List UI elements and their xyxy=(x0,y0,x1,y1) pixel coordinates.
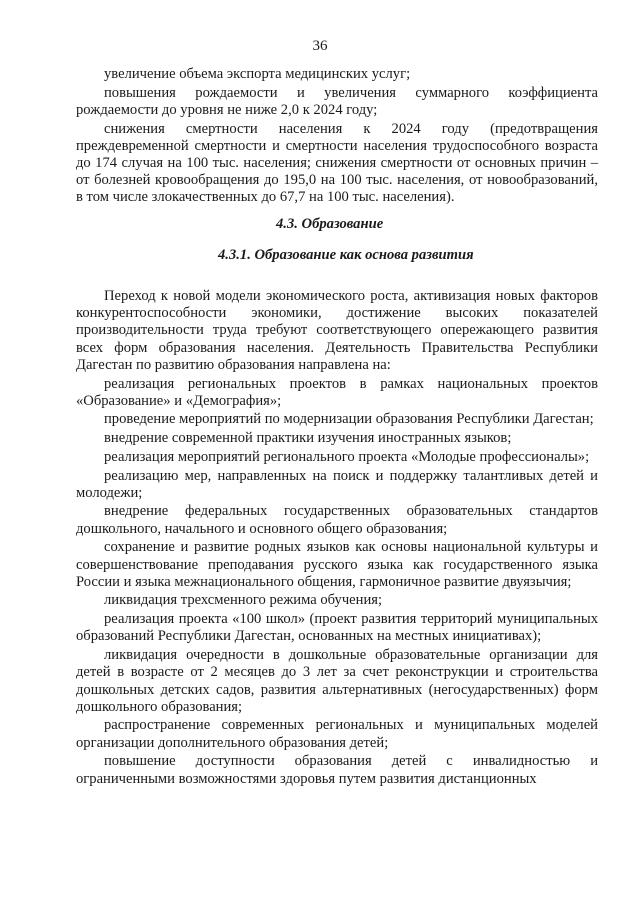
subsection-heading: 4.3.1. Образование как основа развития xyxy=(218,246,474,263)
list-item: ликвидация трехсменного режима обучения; xyxy=(104,592,383,609)
list-item: повышение доступности образования детей с инвалидностью и ограниченными возможностями здоровья путем развития дистанционных xyxy=(76,753,598,787)
list-item: внедрение федеральных государственных образовательных стандартов дошкольного, начального и основного общего образования; xyxy=(76,503,598,537)
list-item: реализация проекта «100 школ» (проект развития территорий муниципальных образований Республики Дагестан, основанных на местных инициативах); xyxy=(76,611,598,645)
section-heading: 4.3. Образование xyxy=(276,215,384,232)
paragraph: Переход к новой модели экономического роста, активизация новых факторов конкурентоспособности экономики, достижение высоких показателей производительности труда требуют соответствующего опережающего развития всех форм образования населения. Деятельность Правительства Республики Дагестан по развитию образования направлена на: xyxy=(76,288,598,373)
paragraph: увеличение объема экспорта медицинских услуг; xyxy=(104,66,411,82)
list-item: внедрение современной практики изучения иностранных языков; xyxy=(104,430,512,447)
list-item: проведение мероприятий по модернизации образования Республики Дагестан; xyxy=(104,411,594,428)
paragraph: повышения рождаемости и увеличения суммарного коэффициента рождаемости до уровня не ниже 2,0 к 2024 году; xyxy=(76,84,598,118)
list-item: реализацию мер, направленных на поиск и поддержку талантливых детей и молодежи; xyxy=(76,467,598,501)
page-number: 36 xyxy=(312,38,328,54)
paragraph: снижения смертности населения к 2024 году (предотвращения преждевременной смертности и смертности населения трудоспособного возраста до 174 случая на 100 тыс. населения; снижения смертности от основных причин – от болезней кровообращения до 195,0 на 100 тыс. населения, от новообразований, в том числе злокачественных до 67,7 на 100 тыс. населения). xyxy=(76,120,598,206)
page-content xyxy=(76,66,598,789)
list-item: реализация региональных проектов в рамках национальных проектов «Образование» и «Демография»; xyxy=(76,375,598,409)
list-item: сохранение и развитие родных языков как основы национальной культуры и совершенствование преподавания русского языка как государственного языка России и языка межнационального общения, гармоничное развитие двуязычия; xyxy=(76,539,598,590)
list-item: реализация мероприятий регионального проекта «Молодые профессионалы»; xyxy=(104,448,590,465)
list-item: распространение современных региональных и муниципальных моделей организации дополнительного образования детей; xyxy=(76,717,598,751)
list-item: ликвидация очередности в дошкольные образовательные организации для детей в возрасте от 2 месяцев до 3 лет за счет реконструкции и строительства дошкольных детских садов, развития альтернативных (негосударственных) форм дошкольного образования; xyxy=(76,647,598,715)
